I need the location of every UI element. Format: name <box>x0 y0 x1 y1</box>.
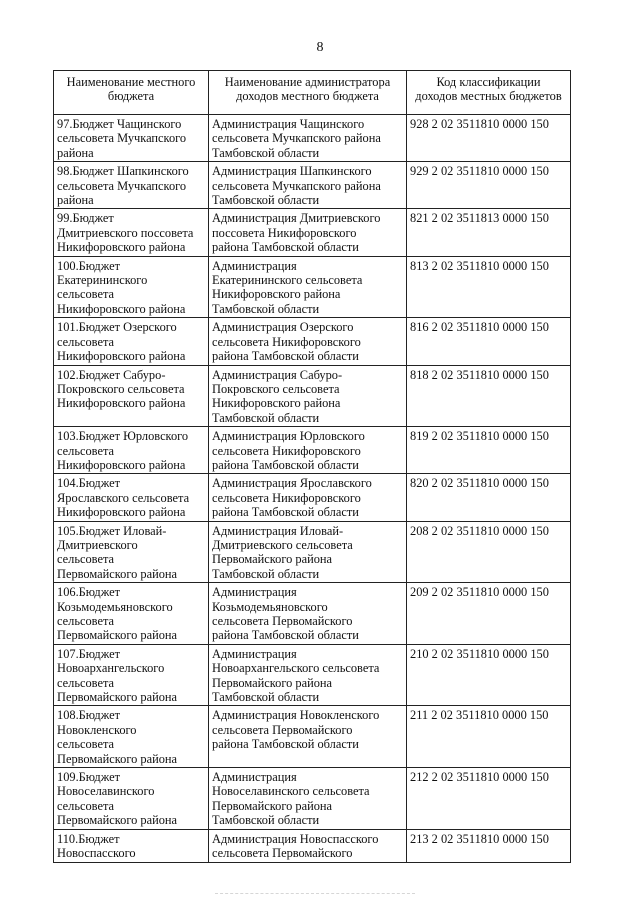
cell-budget-name: 105.Бюджет Иловай- Дмитриевского сельсовета Первомайского района <box>54 521 209 583</box>
cell-budget-name: 100.Бюджет Екатерининского сельсовета Никифоровского района <box>54 256 209 318</box>
table-row <box>54 427 571 474</box>
cell-budget-name: 97.Бюджет Чащинского сельсовета Мучкапского района <box>54 115 209 162</box>
cell-classification-code: 211 2 02 3511810 0000 150 <box>407 706 571 768</box>
cell-classification-code: 818 2 02 3511810 0000 150 <box>407 365 571 427</box>
budget-table <box>53 70 571 863</box>
cell-admin-name: Администрация Екатерининского сельсовета Никифоровского района Тамбовской области <box>209 256 407 318</box>
cell-classification-code: 210 2 02 3511810 0000 150 <box>407 644 571 706</box>
cell-classification-code: 212 2 02 3511810 0000 150 <box>407 768 571 830</box>
cell-admin-name: Администрация Озерского сельсовета Никифоровского района Тамбовской области <box>209 318 407 365</box>
cell-admin-name: Администрация Дмитриевского поссовета Никифоровского района Тамбовской области <box>209 209 407 256</box>
header-classification-code: Код классификации доходов местных бюджетов <box>407 71 571 115</box>
table-row <box>54 706 571 768</box>
cell-classification-code: 820 2 02 3511810 0000 150 <box>407 474 571 521</box>
cell-admin-name: Администрация Новокленского сельсовета Первомайского района Тамбовской области <box>209 706 407 768</box>
table-row <box>54 162 571 209</box>
table-row <box>54 768 571 830</box>
table-header-row <box>54 71 571 115</box>
table-row <box>54 583 571 645</box>
cell-admin-name: Администрация Иловай- Дмитриевского сельсовета Первомайского района Тамбовской области <box>209 521 407 583</box>
cell-budget-name: 101.Бюджет Озерского сельсовета Никифоровского района <box>54 318 209 365</box>
cell-classification-code: 813 2 02 3511810 0000 150 <box>407 256 571 318</box>
header-budget-name: Наименование местного бюджета <box>54 71 209 115</box>
cell-classification-code: 928 2 02 3511810 0000 150 <box>407 115 571 162</box>
cell-classification-code: 213 2 02 3511810 0000 150 <box>407 829 571 862</box>
cell-budget-name: 102.Бюджет Сабуро- Покровского сельсовета Никифоровского района <box>54 365 209 427</box>
cell-budget-name: 106.Бюджет Козьмодемьяновского сельсовета Первомайского района <box>54 583 209 645</box>
cell-classification-code: 816 2 02 3511810 0000 150 <box>407 318 571 365</box>
cell-classification-code: 821 2 02 3511813 0000 150 <box>407 209 571 256</box>
cell-budget-name: 104.Бюджет Ярославского сельсовета Никифоровского района <box>54 474 209 521</box>
table-row <box>54 365 571 427</box>
cell-classification-code: 819 2 02 3511810 0000 150 <box>407 427 571 474</box>
cell-admin-name: Администрация Шапкинского сельсовета Мучкапского района Тамбовской области <box>209 162 407 209</box>
page-number: 8 <box>316 40 324 55</box>
cell-budget-name: 108.Бюджет Новокленского сельсовета Первомайского района <box>54 706 209 768</box>
table-row <box>54 256 571 318</box>
table-body <box>54 115 571 863</box>
cell-budget-name: 98.Бюджет Шапкинского сельсовета Мучкапского района <box>54 162 209 209</box>
cell-classification-code: 209 2 02 3511810 0000 150 <box>407 583 571 645</box>
table-row <box>54 521 571 583</box>
cell-budget-name: 109.Бюджет Новоселавинского сельсовета Первомайского района <box>54 768 209 830</box>
table-row <box>54 644 571 706</box>
header-admin-name: Наименование администратора доходов местного бюджета <box>209 71 407 115</box>
table-row <box>54 474 571 521</box>
cell-budget-name: 103.Бюджет Юрловского сельсовета Никифоровского района <box>54 427 209 474</box>
table-row <box>54 318 571 365</box>
cell-classification-code: 929 2 02 3511810 0000 150 <box>407 162 571 209</box>
cell-admin-name: Администрация Ярославского сельсовета Никифоровского района Тамбовской области <box>209 474 407 521</box>
cell-admin-name: Администрация Новоархангельского сельсовета Первомайского района Тамбовской области <box>209 644 407 706</box>
cell-admin-name: Администрация Новоспасского сельсовета Первомайского <box>209 829 407 862</box>
cell-classification-code: 208 2 02 3511810 0000 150 <box>407 521 571 583</box>
table-row <box>54 829 571 862</box>
cell-budget-name: 107.Бюджет Новоархангельского сельсовета Первомайского района <box>54 644 209 706</box>
cell-admin-name: Администрация Новоселавинского сельсовета Первомайского района Тамбовской области <box>209 768 407 830</box>
cell-admin-name: Администрация Козьмодемьяновского сельсовета Первомайского района Тамбовской области <box>209 583 407 645</box>
table-row <box>54 209 571 256</box>
cell-budget-name: 99.Бюджет Дмитриевского поссовета Никифоровского района <box>54 209 209 256</box>
cell-admin-name: Администрация Юрловского сельсовета Никифоровского района Тамбовской области <box>209 427 407 474</box>
table-row <box>54 115 571 162</box>
cell-admin-name: Администрация Сабуро- Покровского сельсовета Никифоровского района Тамбовской области <box>209 365 407 427</box>
cell-admin-name: Администрация Чащинского сельсовета Мучкапского района Тамбовской области <box>209 115 407 162</box>
cell-budget-name: 110.Бюджет Новоспасского <box>54 829 209 862</box>
page-bottom-marks <box>215 893 415 900</box>
